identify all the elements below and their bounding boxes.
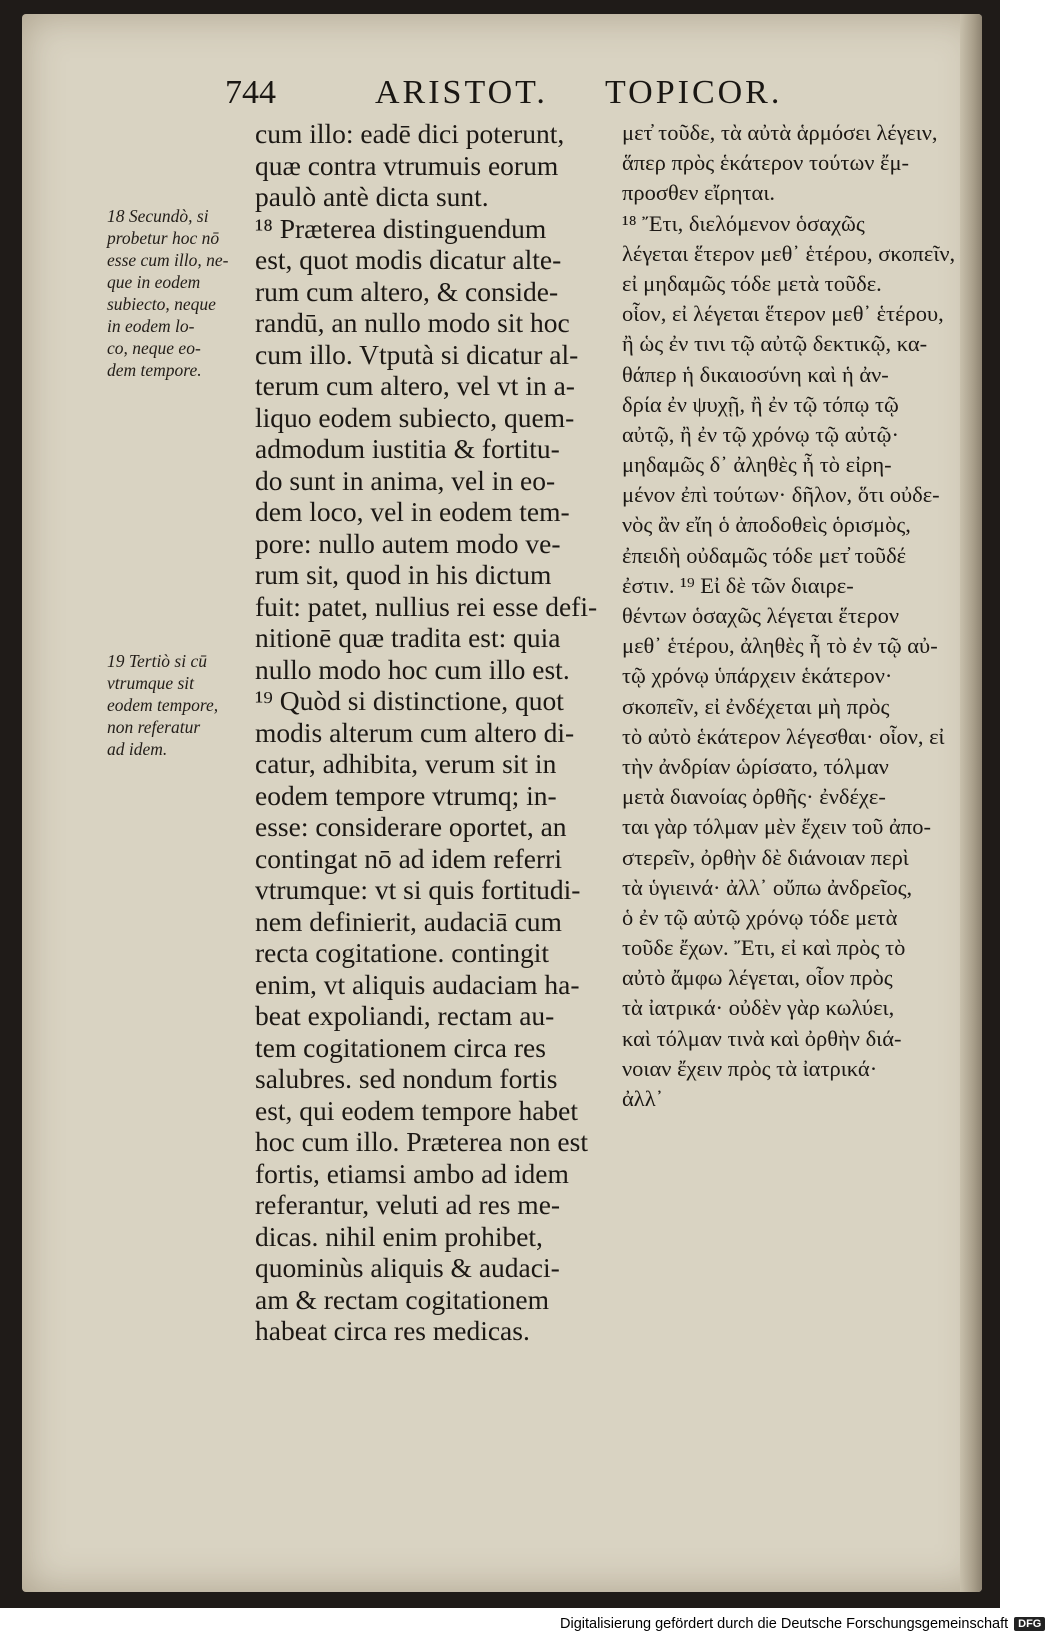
latin-line: contingat nō ad idem referri (255, 842, 562, 874)
latin-line: nitionē quæ tradita est: quia (255, 622, 561, 653)
margin-note-18 (107, 205, 262, 381)
margin-note-line: que in eodem (107, 272, 201, 292)
latin-line: catur, adhibita, verum sit in (255, 748, 557, 779)
greek-line: τὰ ὑγιεινά· ἀλλ᾽ οὔπω ἀνδρεῖος, (622, 874, 913, 900)
greek-line: αὐτὸ ἄμφω λέγεται, οἷον πρὸς (622, 965, 893, 991)
latin-line: salubres. sed nondum fortis (255, 1063, 558, 1094)
margin-note-line: subiecto, neque (107, 294, 216, 314)
greek-line: μετὰ διανοίας ὀρθῆς· ἐνδέχε- (622, 784, 886, 810)
margin-note-line: ad idem. (107, 739, 168, 759)
greek-line: τῷ χρόνῳ ὑπάρχειν ἑκάτερον· (622, 663, 893, 689)
greek-line: ται γὰρ τόλμαν μὲν ἔχειν τοῦ ἀπο- (622, 814, 931, 840)
latin-line: quæ contra vtrumuis eorum (255, 149, 559, 181)
greek-line: τοῦδε ἔχων. Ἔτι, εἰ καὶ πρὸς τὸ (622, 935, 906, 961)
latin-line: beat expoliandi, rectam au- (255, 1000, 555, 1031)
latin-line: am & rectam cogitationem (255, 1283, 549, 1315)
latin-line: nem definierit, audaciā cum (255, 905, 562, 937)
latin-text-column (255, 118, 600, 1347)
latin-line: est, qui eodem tempore habet (255, 1094, 579, 1126)
latin-line: admodum iustitia & fortitu- (255, 433, 560, 464)
latin-line: quominùs aliquis & audaci- (255, 1252, 560, 1283)
latin-line: liquo eodem subiecto, quem- (255, 401, 575, 433)
greek-line: τὸ αὐτὸ ἑκάτερον λέγεσθαι· οἷον, εἰ (622, 723, 945, 749)
greek-line: ἀλλ᾽ (622, 1086, 664, 1111)
margin-note-line: 19 Tertiò si cū (107, 651, 207, 671)
latin-line: fuit: patet, nullius rei esse defi- (255, 590, 598, 622)
page-header (225, 74, 845, 118)
latin-line: randū, an nullo modo sit hoc (255, 307, 570, 338)
latin-line: est, quot modis dicatur alte- (255, 244, 562, 275)
latin-line: referantur, veluti ad res me- (255, 1189, 561, 1220)
greek-line: ἐστιν. ¹⁹ Εἰ δὲ τῶν διαιρε- (622, 572, 854, 598)
margin-note-line: dem tempore. (107, 360, 202, 380)
latin-line: habeat circa res medicas. (255, 1315, 530, 1346)
margin-note-line: in eodem lo- (107, 316, 195, 336)
greek-line: νὸς ἂν εἴη ὁ ἀποδοθεὶς ὁρισμὸς, (622, 512, 911, 538)
greek-line: καὶ τόλμαν τινὰ καὶ ὀρθὴν διά- (622, 1025, 902, 1051)
latin-line: dem loco, vel in eodem tem- (255, 496, 570, 527)
latin-line: eodem tempore vtrumq; in- (255, 779, 557, 811)
greek-line: μηδαμῶς δ᾽ ἀληθὲς ἦ τὸ εἰρη- (622, 452, 892, 478)
greek-line: τὰ ἰατρικά· οὐδὲν γὰρ κωλύει, (622, 995, 895, 1021)
greek-line: ἢ ὡς ἐν τινι τῷ αὐτῷ δεκτικῷ, κα- (622, 331, 928, 357)
margin-note-line: vtrumque sit (107, 673, 195, 693)
latin-line: vtrumque: vt si quis fortitudi- (255, 874, 581, 905)
latin-line: paulò antè dicta sunt. (255, 181, 489, 212)
greek-line: ἅπερ πρὸς ἑκάτερον τούτων ἔμ- (622, 150, 910, 176)
latin-line: rum cum altero, & conside- (255, 275, 559, 307)
latin-line: rum sit, quod in his dictum (255, 559, 552, 590)
page-number: 744 (225, 74, 276, 111)
latin-line: tem cogitationem circa res (255, 1031, 546, 1063)
margin-note-line: non referatur (107, 717, 201, 737)
greek-line: θάπερ ἡ δικαιοσύνη καὶ ἡ ἀν- (622, 361, 889, 387)
greek-line: οἷον, εἰ λέγεται ἕτερον μεθ᾽ ἑτέρου, (622, 301, 944, 327)
footer-credit (560, 1616, 1042, 1632)
latin-line: hoc cum illo. Præterea non est (255, 1126, 588, 1157)
greek-line: προσθεν εἴρηται. (622, 180, 775, 206)
funding-note: Digitalisierung gefördert durch die Deutsche Forschungsgemeinschaft (560, 1616, 1009, 1632)
running-title-right: TOPICOR. (605, 74, 783, 111)
latin-line: ¹⁹ Quòd si distinctione, quot (255, 685, 564, 716)
greek-line: σκοπεῖν, εἰ ἐνδέχεται μὴ πρὸς (622, 693, 890, 719)
greek-line: μένον ἐπὶ τούτων· δῆλον, ὅτι οὐδε- (622, 482, 940, 508)
latin-line: enim, vt aliquis audaciam ha- (255, 968, 580, 1000)
greek-line: ἐπειδὴ οὐδαμῶς τόδε μετ̓ τοῦδέ (622, 542, 907, 568)
margin-note-line: 18 Secundò, si (107, 206, 209, 226)
greek-text-column (622, 118, 956, 1114)
latin-line: nullo modo hoc cum illo est. (255, 653, 570, 685)
margin-note-19 (107, 650, 262, 760)
latin-line: modis alterum cum altero di- (255, 716, 575, 748)
running-title-left: ARISTOT. (375, 74, 548, 111)
latin-line: fortis, etiamsi ambo ad idem (255, 1157, 569, 1189)
greek-line: δρία ἐν ψυχῇ, ἢ ἐν τῷ τόπῳ τῷ (622, 391, 899, 417)
margin-note-line: probetur hoc nō (107, 228, 220, 248)
latin-line: do sunt in anima, vel in eo- (255, 464, 556, 496)
greek-line: τὴν ἀνδρίαν ὡρίσατο, τόλμαν (622, 753, 889, 779)
page-edge (960, 14, 982, 1592)
margin-note-line: co, neque eo- (107, 338, 201, 358)
greek-line: αὐτῷ, ἢ ἐν τῷ χρόνῳ τῷ αὐτῷ· (622, 421, 899, 447)
latin-line: esse: considerare oportet, an (255, 811, 567, 842)
greek-line: εἰ μηδαμῶς τόδε μετὰ τοῦδε. (622, 270, 882, 296)
greek-line: λέγεται ἕτερον μεθ᾽ ἑτέρου, σκοπεῖν, (622, 240, 956, 266)
greek-line: στερεῖν, ὀρθὴν δὲ διάνοιαν περὶ (622, 844, 909, 870)
greek-line: ὁ ἐν τῷ αὐτῷ χρόνῳ τόδε μετὰ (622, 904, 898, 930)
latin-line: cum illo: eadē dici poterunt, (255, 118, 565, 149)
latin-line: terum cum altero, vel vt in a- (255, 370, 575, 401)
greek-line: ¹⁸ Ἔτι, διελόμενον ὁσαχῶς (622, 210, 865, 236)
margin-note-line: esse cum illo, ne- (107, 250, 229, 270)
greek-line: μεθ᾽ ἑτέρου, ἀληθὲς ἦ τὸ ἐν τῷ αὐ- (622, 633, 938, 659)
greek-line: μετ̓ τοῦδε, τὰ αὐτὰ ἁρμόσει λέγειν, (622, 120, 938, 145)
greek-line: νοιαν ἔχειν πρὸς τὰ ἰατρικά· (622, 1055, 878, 1081)
latin-line: pore: nullo autem modo ve- (255, 527, 561, 559)
dfg-logo: DFG (1014, 1617, 1045, 1631)
margin-note-line: eodem tempore, (107, 695, 219, 715)
latin-line: dicas. nihil enim prohibet, (255, 1220, 543, 1252)
latin-line: cum illo. Vtputà si dicatur al- (255, 338, 579, 370)
greek-line: θέντων ὁσαχῶς λέγεται ἕτερον (622, 603, 900, 628)
latin-line: recta cogitatione. contingit (255, 937, 549, 968)
latin-line: ¹⁸ Præterea distinguendum (255, 212, 547, 244)
